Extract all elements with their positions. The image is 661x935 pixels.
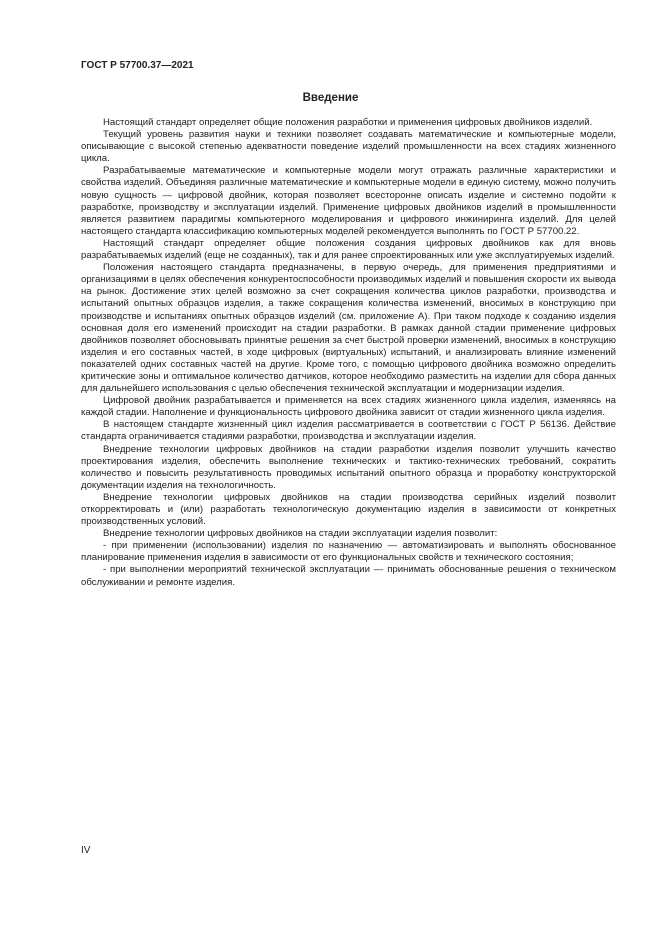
paragraph: Внедрение технологии цифровых двойников на стадии разработки изделия позволит улучшить качество проектирования изделия, обеспечить выполнение технических и тактико-технических требований, сократить количество и повысить результативность проводимых испытаний опытного образца и проработку конструкторской документации изделия на технологичность.	[81, 443, 616, 491]
list-item: - при применении (использовании) изделия по назначению — автоматизировать и выполнять обоснованное планирование применения изделия в зависимости от его функциональных свойств и технического состояния;	[81, 540, 616, 564]
paragraph: Внедрение технологии цифровых двойников на стадии производства серийных изделий позволит откорректировать и (или) разработать технологическую документацию изделия в зависимости от конкретных производственных условий.	[81, 491, 616, 528]
document-code: ГОСТ Р 57700.37—2021	[81, 60, 194, 71]
paragraph: Положения настоящего стандарта предназначены, в первую очередь, для применения предприятиями и организациями в целях обеспечения конкурентоспособности производимых изделий и повышения скорости их вывода на рынок. Достижение этих целей возможно за счет сокращения количества циклов разработки, производства и испытаний опытных образцов изделия, а также сокращения количества изменений, вносимых в конструкцию при производстве и испытаниях опытных образцов изделий (см. приложение А). При таком подходе к созданию изделия основная доля его изменений происходит на стадии разработки. В рамках данной стадии применение цифровых двойников позволяет обосновывать принятые решения за счет быстрой проверки изменений, вносимых в конструкцию изделия и его составных частей, в ходе цифровых (виртуальных) испытаний, и анализировать влияние изменений показателей одних составных частей на другие. Кроме того, с помощью цифрового двойника возможно определить критические зоны и оптимальное количество датчиков, которое необходимо разместить на изделии для сбора данных для дальнейшего использования с целью обеспечения технической эксплуатации и модернизации изделия.	[81, 262, 616, 395]
list-item: - при выполнении мероприятий технической эксплуатации — принимать обоснованные решения о техническом обслуживании и ремонте изделия.	[81, 564, 616, 588]
paragraph: Настоящий стандарт определяет общие положения разработки и применения цифровых двойников изделий.	[103, 117, 593, 128]
paragraph: Разрабатываемые математические и компьютерные модели могут отражать различные характеристики и свойства изделий. Объединяя различные математические и компьютерные модели в единую систему, можно получить новую сущность — цифровой двойник, которая позволяет всесторонне описать изделие и системно подойти к разработке, производству и эксплуатации изделий. Применение цифровых двойников изделий в промышленности является развитием парадигмы компьютерного моделирования и цифрового инжиниринга изделий. Для целей настоящего стандарта классификацию компьютерных моделей рекомендуется выполнять по ГОСТ Р 57700.22.	[81, 165, 616, 237]
paragraph: Настоящий стандарт определяет общие положения создания цифровых двойников как для вновь разрабатываемых изделий (еще не созданных), так и для ранее спроектированных или уже эксплуатируемых изделий.	[81, 237, 616, 262]
paragraph: Цифровой двойник разрабатывается и применяется на всех стадиях жизненного цикла изделия, изменяясь на каждой стадии. Наполнение и функциональность цифрового двойника зависит от стадии жизненного цикла изделия.	[81, 395, 616, 419]
paragraph: Внедрение технологии цифровых двойников на стадии эксплуатации изделия позволит:	[103, 528, 498, 540]
document-body	[81, 117, 616, 589]
paragraph: В настоящем стандарте жизненный цикл изделия рассматривается в соответствии с ГОСТ Р 56136. Действие стандарта ограничивается стадиями разработки, производства и эксплуатации изделия.	[81, 419, 616, 443]
section-title: Введение	[302, 92, 359, 104]
page-number: IV	[81, 845, 91, 856]
paragraph: Текущий уровень развития науки и техники позволяет создавать математические и компьютерные модели, описывающие с высокой степенью адекватности поведение изделий промышленности на всех стадиях жизненного цикла.	[81, 129, 616, 165]
